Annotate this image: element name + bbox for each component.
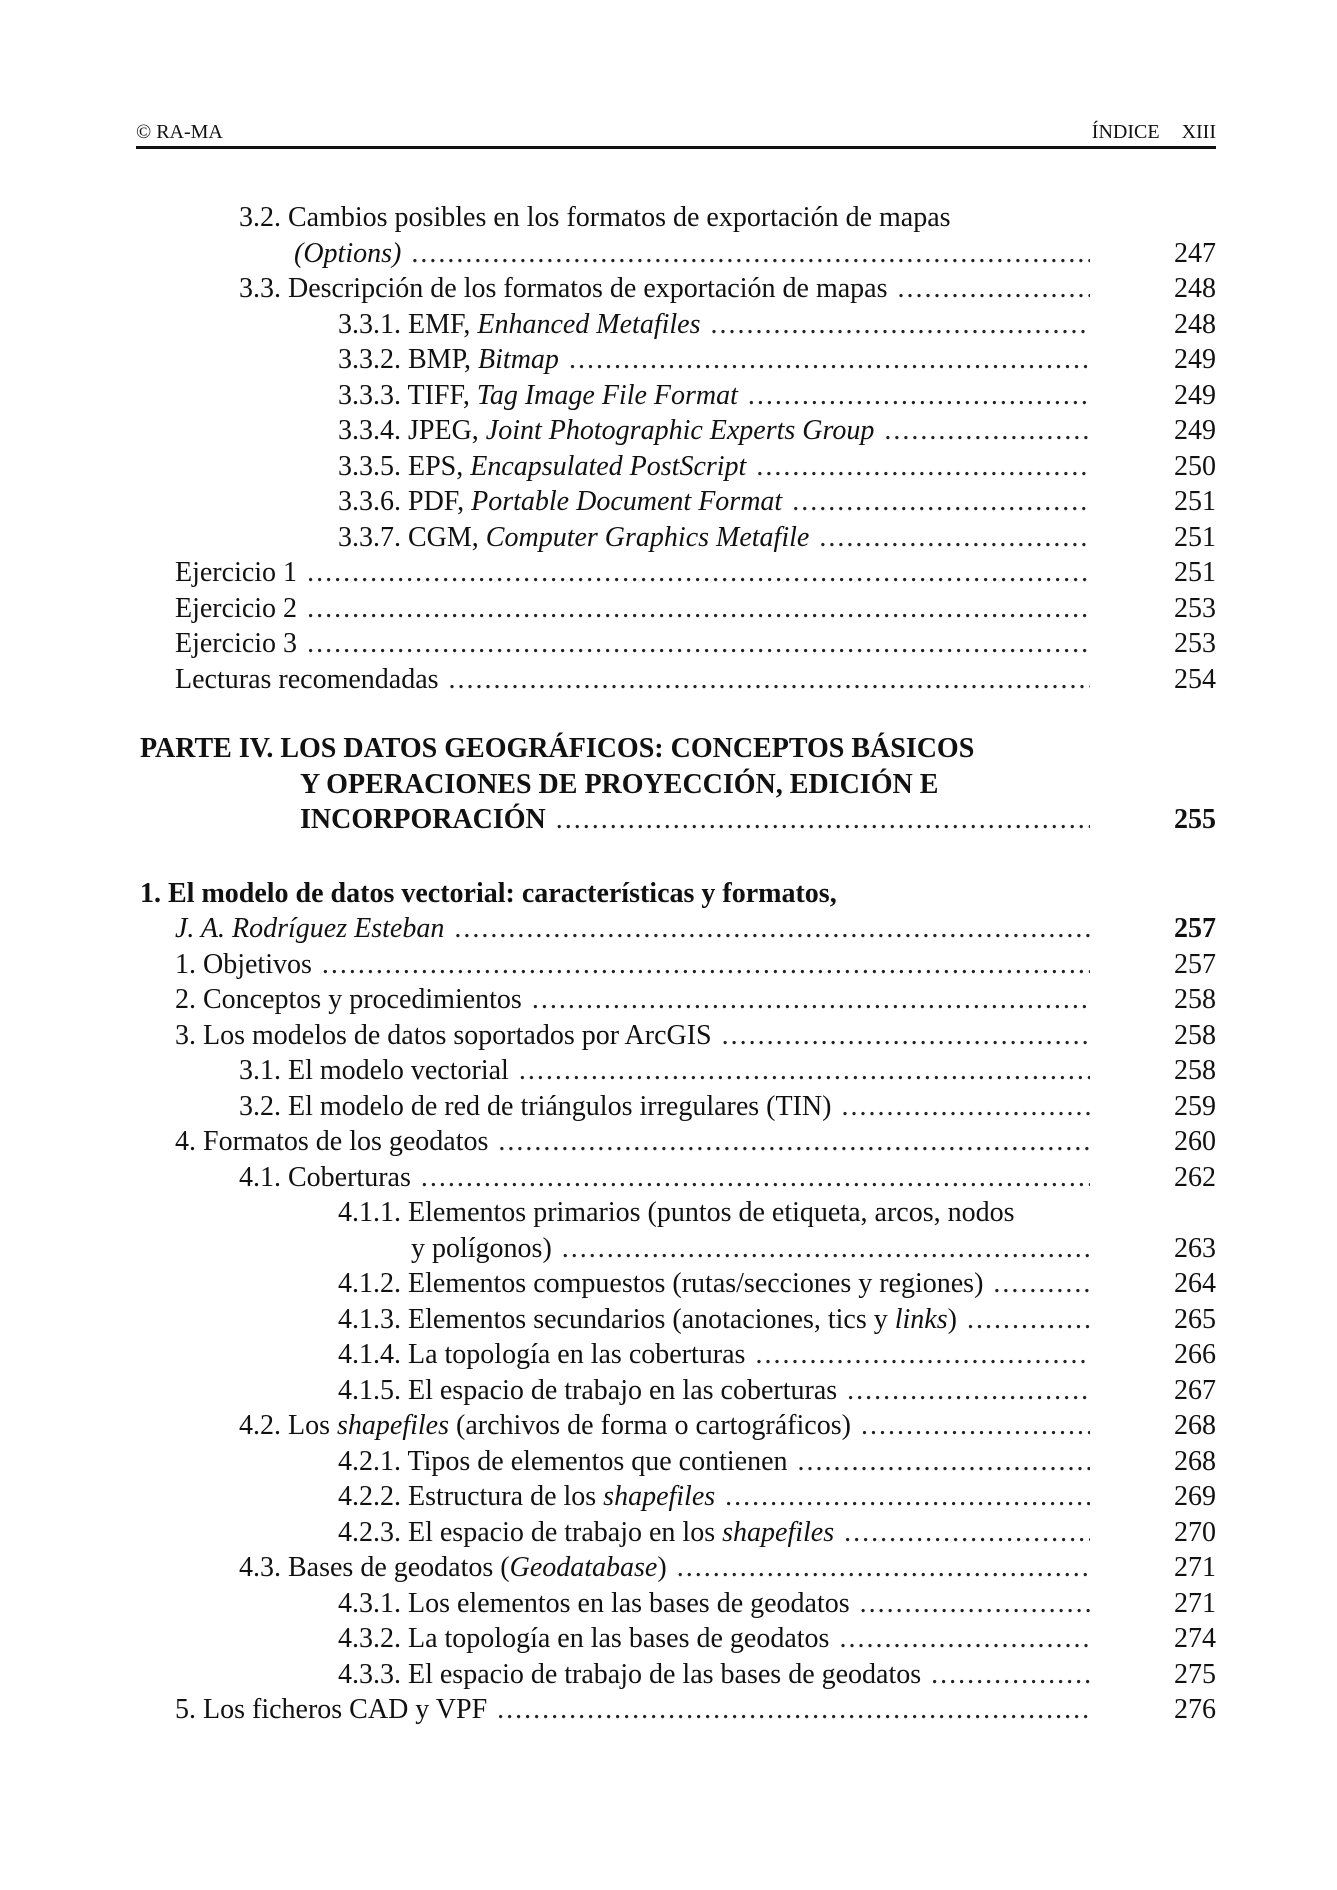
toc-page: 251 — [1174, 521, 1216, 553]
toc-page: 247 — [1174, 237, 1216, 269]
toc-entry: 4.1.3. Elementos secundarios (anotaciones, tics y links) ..... 265 — [136, 1302, 1216, 1338]
toc-page: 268 — [1174, 1410, 1216, 1441]
toc-entry: 4.2.3. El espacio de trabajo en los shapefiles ..... 270 — [136, 1515, 1216, 1551]
toc-entry: 4. Formatos de los geodatos ..... 260 — [136, 1124, 1216, 1160]
toc-entry: 4.1. Coberturas ..... 262 — [136, 1160, 1216, 1196]
toc-page: 250 — [1174, 450, 1216, 482]
toc-page: 257 — [1174, 913, 1216, 944]
toc-entry: 4.3.2. La topología en las bases de geodatos ..... 274 — [136, 1621, 1216, 1657]
toc-entry: 3.2. Cambios posibles en los formatos de exportación de mapas — [239, 202, 951, 233]
toc-page: 249 — [1174, 379, 1216, 411]
toc-page: 264 — [1174, 1268, 1216, 1299]
toc-page: 254 — [1174, 663, 1216, 695]
header-right — [1092, 120, 1216, 144]
toc-entry: Ejercicio 2 ..... 253 — [136, 591, 1216, 627]
toc-entry: 4.3. Bases de geodatos (Geodatabase) ..... 271 — [136, 1550, 1216, 1586]
toc-entry: Ejercicio 3 ..... 253 — [136, 626, 1216, 662]
toc-page: 260 — [1174, 1126, 1216, 1157]
page-number: XIII — [1181, 121, 1216, 143]
toc-entry: 4.2.1. Tipos de elementos que contienen ..... 268 — [136, 1444, 1216, 1480]
toc-entry: Lecturas recomendadas ..... 254 — [136, 662, 1216, 698]
running-header — [136, 120, 1216, 149]
toc-page: 251 — [1174, 557, 1216, 588]
toc-page: 266 — [1174, 1339, 1216, 1370]
toc-page: 259 — [1174, 1090, 1216, 1122]
toc-entry: 4.1.4. La topología en las coberturas ..... 266 — [136, 1337, 1216, 1373]
toc-entry: 3.3.4. JPEG, Joint Photographic Experts Group ..... 249 — [136, 413, 1216, 449]
section-name: ÍNDICE — [1091, 121, 1160, 143]
part-heading-line: INCORPORACIÓN ..... 255 — [136, 802, 1216, 838]
toc-page: 249 — [1174, 415, 1216, 446]
toc-page: 269 — [1174, 1481, 1216, 1512]
toc-page: 270 — [1174, 1516, 1216, 1548]
toc-entry: 4.2.2. Estructura de los shapefiles ..... 269 — [136, 1479, 1216, 1515]
toc-entry: 4.1.2. Elementos compuestos (rutas/secciones y regiones) ..... 264 — [136, 1266, 1216, 1302]
toc-page: 276 — [1174, 1694, 1216, 1725]
toc-entry: 3.3. Descripción de los formatos de exportación de mapas ..... 248 — [136, 271, 1216, 307]
part-heading: PARTE IV. LOS DATOS GEOGRÁFICOS: CONCEPTOS BÁSICOS — [140, 733, 975, 764]
toc-entry: 4.1.5. El espacio de trabajo en las coberturas ..... 267 — [136, 1373, 1216, 1409]
toc-entry: 3.3.7. CGM, Computer Graphics Metafile ..... 251 — [136, 520, 1216, 556]
toc-page: 248 — [1174, 273, 1216, 304]
toc-page: 271 — [1174, 1552, 1216, 1583]
toc-entry: 3. Los modelos de datos soportados por ArcGIS ..... 258 — [136, 1018, 1216, 1054]
toc-page: 258 — [1174, 1055, 1216, 1086]
toc-entry: 5. Los ficheros CAD y VPF ..... 276 — [136, 1692, 1216, 1728]
chapter-heading: 1. El modelo de datos vectorial: características y formatos, — [140, 877, 837, 909]
table-of-contents — [136, 200, 1216, 1728]
toc-page: 275 — [1174, 1658, 1216, 1690]
toc-entry: Ejercicio 1 ..... 251 — [136, 555, 1216, 591]
toc-entry: 4.1.1. Elementos primarios (puntos de etiqueta, arcos, nodos — [338, 1197, 1015, 1228]
publisher-mark: © RA-MA — [136, 121, 223, 143]
toc-page: 263 — [1174, 1232, 1216, 1264]
toc-entry: 3.3.6. PDF, Portable Document Format ..... 251 — [136, 484, 1216, 520]
toc-entry: y polígonos) ..... 263 — [136, 1231, 1216, 1267]
toc-page: 274 — [1174, 1623, 1216, 1654]
toc-page: 258 — [1174, 984, 1216, 1015]
part-heading-line: Y OPERACIONES DE PROYECCIÓN, EDICIÓN E — [300, 768, 939, 800]
chapter-author: J. A. Rodríguez Esteban ..... 257 — [136, 911, 1216, 947]
toc-entry: 3.2. El modelo de red de triángulos irregulares (TIN) ..... 259 — [136, 1089, 1216, 1125]
toc-page: 253 — [1174, 592, 1216, 624]
toc-entry: 4.3.3. El espacio de trabajo de las bases de geodatos ..... 275 — [136, 1657, 1216, 1693]
toc-page: 268 — [1174, 1445, 1216, 1477]
toc-entry: 3.3.2. BMP, Bitmap ..... 249 — [136, 342, 1216, 378]
toc-page: 255 — [1174, 804, 1216, 835]
toc-entry: 2. Conceptos y procedimientos ..... 258 — [136, 982, 1216, 1018]
toc-entry: (Options) ..... 247 — [136, 236, 1216, 272]
toc-page: 257 — [1174, 948, 1216, 980]
toc-entry: 1. Objetivos ..... 257 — [136, 947, 1216, 983]
toc-entry: 3.3.3. TIFF, Tag Image File Format ..... 249 — [136, 378, 1216, 414]
toc-page: 271 — [1174, 1587, 1216, 1619]
toc-entry: 3.3.5. EPS, Encapsulated PostScript ..... 250 — [136, 449, 1216, 485]
toc-page: 248 — [1174, 308, 1216, 340]
toc-page: 267 — [1174, 1374, 1216, 1406]
toc-entry: 3.1. El modelo vectorial ..... 258 — [136, 1053, 1216, 1089]
toc-page: 253 — [1174, 628, 1216, 659]
toc-entry: 4.2. Los shapefiles (archivos de forma o cartográficos) ..... 268 — [136, 1408, 1216, 1444]
toc-entry: 3.3.1. EMF, Enhanced Metafiles ..... 248 — [136, 307, 1216, 343]
toc-page: 258 — [1174, 1019, 1216, 1051]
toc-page: 262 — [1174, 1161, 1216, 1193]
toc-page: 251 — [1174, 486, 1216, 517]
toc-entry: 4.3.1. Los elementos en las bases de geodatos ..... 271 — [136, 1586, 1216, 1622]
toc-page: 265 — [1174, 1303, 1216, 1335]
toc-page: 249 — [1174, 344, 1216, 375]
